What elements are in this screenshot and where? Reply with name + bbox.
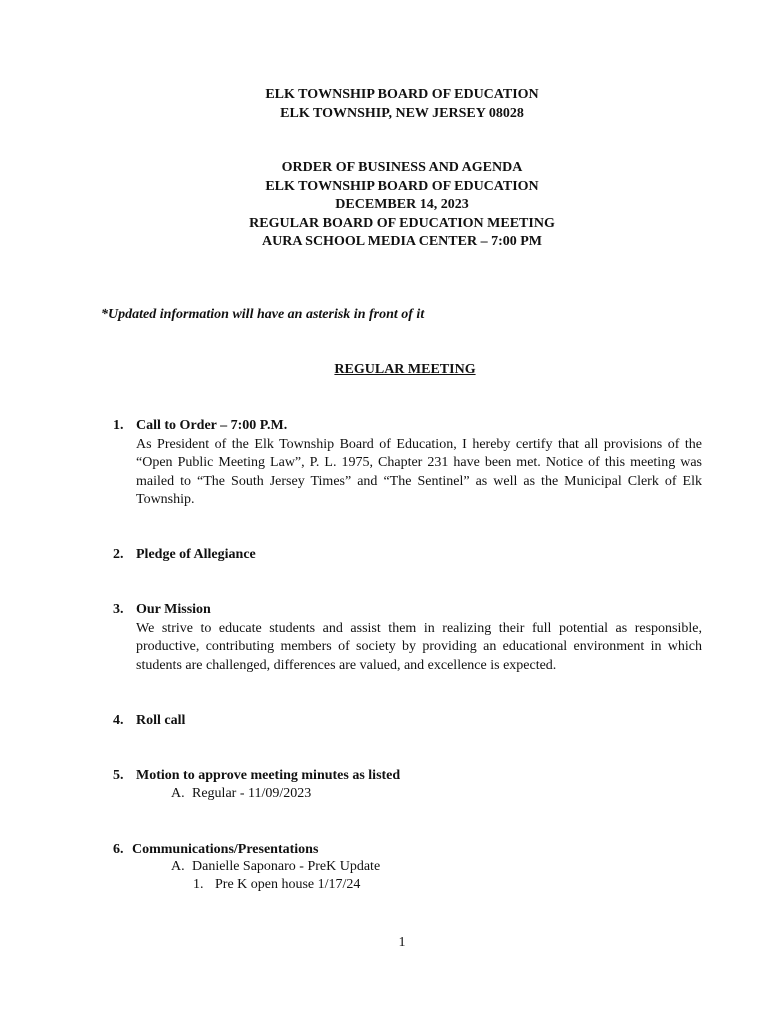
sub-item-text: Danielle Saponaro - PreK Update xyxy=(192,859,381,874)
meeting-location-time: AURA SCHOOL MEDIA CENTER – 7:00 PM xyxy=(261,234,543,249)
item-title: Roll call xyxy=(136,713,186,728)
item-number: 4. xyxy=(113,713,124,728)
agenda-item-pledge xyxy=(113,546,703,565)
sub-item-letter: A. xyxy=(171,859,185,874)
meeting-date: DECEMBER 14, 2023 xyxy=(335,197,469,212)
agenda-item-roll-call xyxy=(113,712,703,731)
item-heading xyxy=(113,601,703,620)
meeting-type: REGULAR BOARD OF EDUCATION MEETING xyxy=(249,215,555,231)
item-body: As President of the Elk Township Board of Education, I hereby certify that all provisions of the “Open Public Meeting Law”, P. L. 1975, Chapter 231 have been met. Notice of this meeting was mailed to “The South Jersey Times” and “The Sentinel” as well as the Municipal Clerk of Elk Township. xyxy=(136,436,702,507)
org-name: ELK TOWNSHIP BOARD OF EDUCATION xyxy=(265,87,539,102)
sub-sub-item xyxy=(193,877,360,893)
item-number: 6. xyxy=(113,842,124,857)
sub-sub-item-text: Pre K open house 1/17/24 xyxy=(215,877,361,892)
item-number: 1. xyxy=(113,418,124,433)
page-number: 1 xyxy=(398,935,406,950)
agenda-header xyxy=(0,159,770,252)
agenda-item-minutes xyxy=(113,767,703,786)
item-heading xyxy=(113,417,703,436)
item-title: Communications/Presentations xyxy=(132,842,319,857)
agenda-item-communications xyxy=(113,841,703,860)
item-heading xyxy=(113,841,703,860)
item-title: Pledge of Allegiance xyxy=(136,547,256,562)
item-heading xyxy=(113,767,703,786)
sub-item xyxy=(171,786,311,802)
item-title: Motion to approve meeting minutes as listed xyxy=(136,768,401,783)
update-note: *Updated information will have an asterisk in front of it xyxy=(101,307,425,322)
sub-item-letter: A. xyxy=(171,786,185,801)
agenda-org: ELK TOWNSHIP BOARD OF EDUCATION xyxy=(265,178,539,194)
agenda-item-call-to-order xyxy=(113,417,703,510)
org-address: ELK TOWNSHIP, NEW JERSEY 08028 xyxy=(280,105,524,121)
sub-sub-item-number: 1. xyxy=(193,877,204,892)
item-number: 2. xyxy=(113,547,124,562)
item-body: We strive to educate students and assist them in realizing their full potential as responsible, productive, contributing members of society by providing an educational environment in which students are challenged, differences are valued, and excellence is expected. xyxy=(136,620,702,673)
item-heading xyxy=(113,712,703,731)
section-title: REGULAR MEETING xyxy=(334,362,476,377)
item-number: 5. xyxy=(113,768,124,783)
sub-item-text: Regular - 11/09/2023 xyxy=(192,786,312,801)
sub-item xyxy=(171,859,380,875)
item-title: Call to Order – 7:00 P.M. xyxy=(136,418,288,433)
organization-header xyxy=(0,86,770,123)
agenda-title: ORDER OF BUSINESS AND AGENDA xyxy=(281,160,523,175)
item-number: 3. xyxy=(113,602,124,617)
item-title: Our Mission xyxy=(136,602,211,617)
item-heading xyxy=(113,546,703,565)
agenda-item-mission xyxy=(113,601,703,675)
